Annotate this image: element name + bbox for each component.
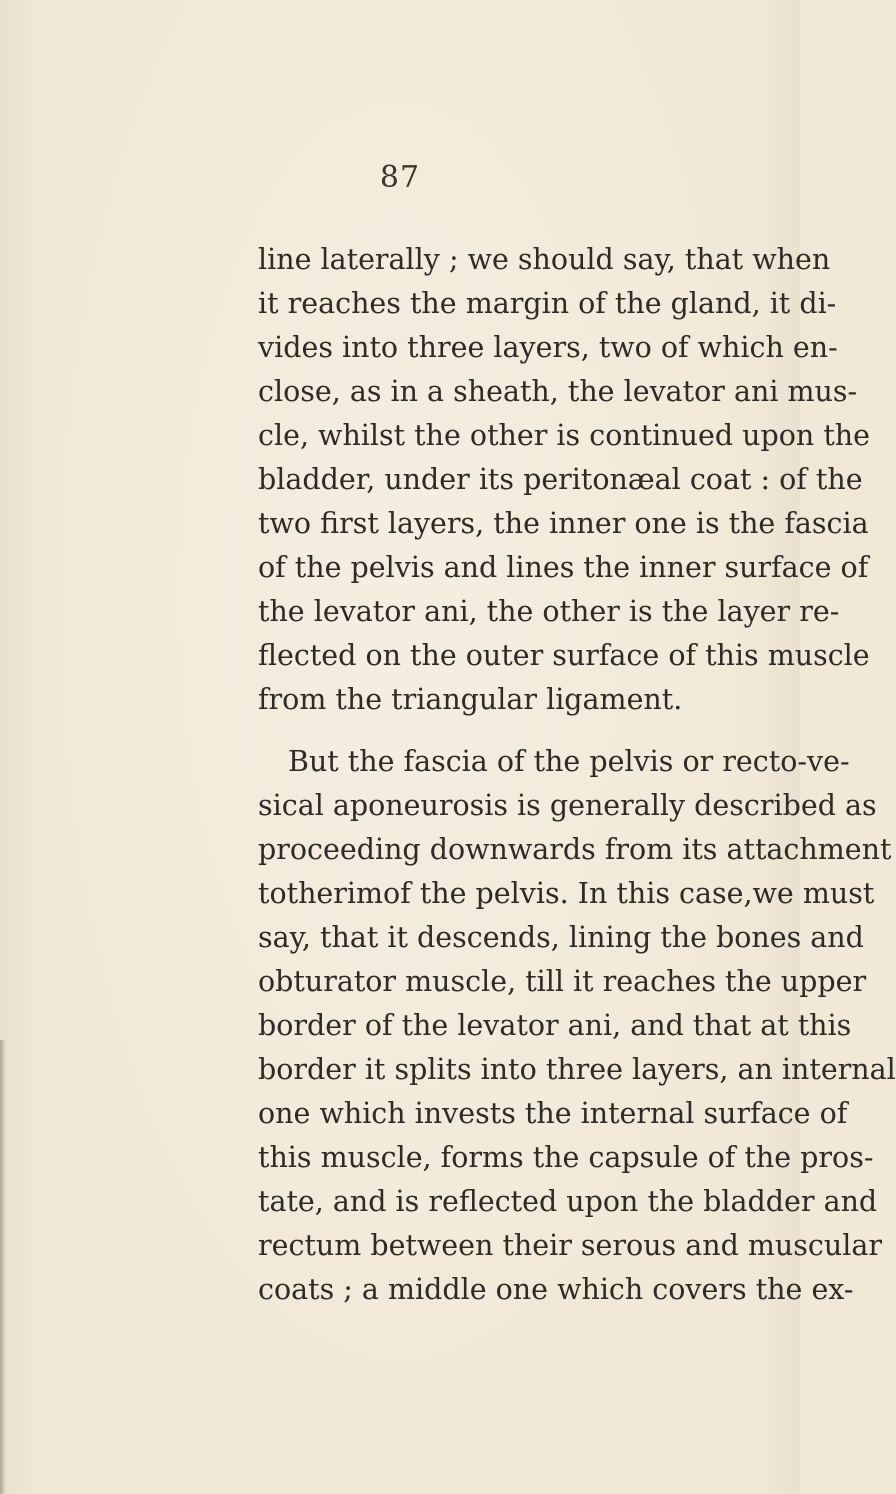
text-line: proceeding downwards from its attachment xyxy=(258,833,892,866)
text-line: two first layers, the inner one is the fascia xyxy=(258,507,869,540)
text-line: the levator ani, the other is the layer re- xyxy=(258,595,840,628)
text-line: line laterally ; we should say, that when xyxy=(258,243,831,276)
text-line: close, as in a sheath, the levator ani mus- xyxy=(258,375,858,408)
text-line: border of the levator ani, and that at this xyxy=(258,1009,852,1042)
text-line: But the fascia of the pelvis or recto-ve- xyxy=(288,745,850,778)
text-line: it reaches the margin of the gland, it di- xyxy=(258,287,837,320)
text-line: say, that it descends, lining the bones and xyxy=(258,921,864,954)
text-line: vides into three layers, two of which en- xyxy=(258,331,838,364)
text-line: one which invests the internal surface of xyxy=(258,1097,848,1130)
text-line: tate, and is reflected upon the bladder and xyxy=(258,1185,878,1218)
text-line: coats ; a middle one which covers the ex- xyxy=(258,1273,854,1306)
text-line: cle, whilst the other is continued upon the xyxy=(258,419,870,452)
text-line: totherimof the pelvis. In this case,we must xyxy=(258,877,875,910)
text-line: border it splits into three layers, an internal xyxy=(258,1053,896,1086)
text-line: sical aponeurosis is generally described as xyxy=(258,789,877,822)
text-line: this muscle, forms the capsule of the pros- xyxy=(258,1141,874,1174)
text-line: bladder, under its peritonæal coat : of the xyxy=(258,463,863,496)
page-edge-shadow xyxy=(0,1040,6,1494)
text-line: flected on the outer surface of this muscle xyxy=(258,639,870,672)
text-line: rectum between their serous and muscular xyxy=(258,1229,882,1262)
text-line: of the pelvis and lines the inner surface of xyxy=(258,551,869,584)
page-number: 87 xyxy=(379,160,421,195)
text-line: obturator muscle, till it reaches the upper xyxy=(258,965,867,998)
text-line: from the triangular ligament. xyxy=(258,683,683,716)
